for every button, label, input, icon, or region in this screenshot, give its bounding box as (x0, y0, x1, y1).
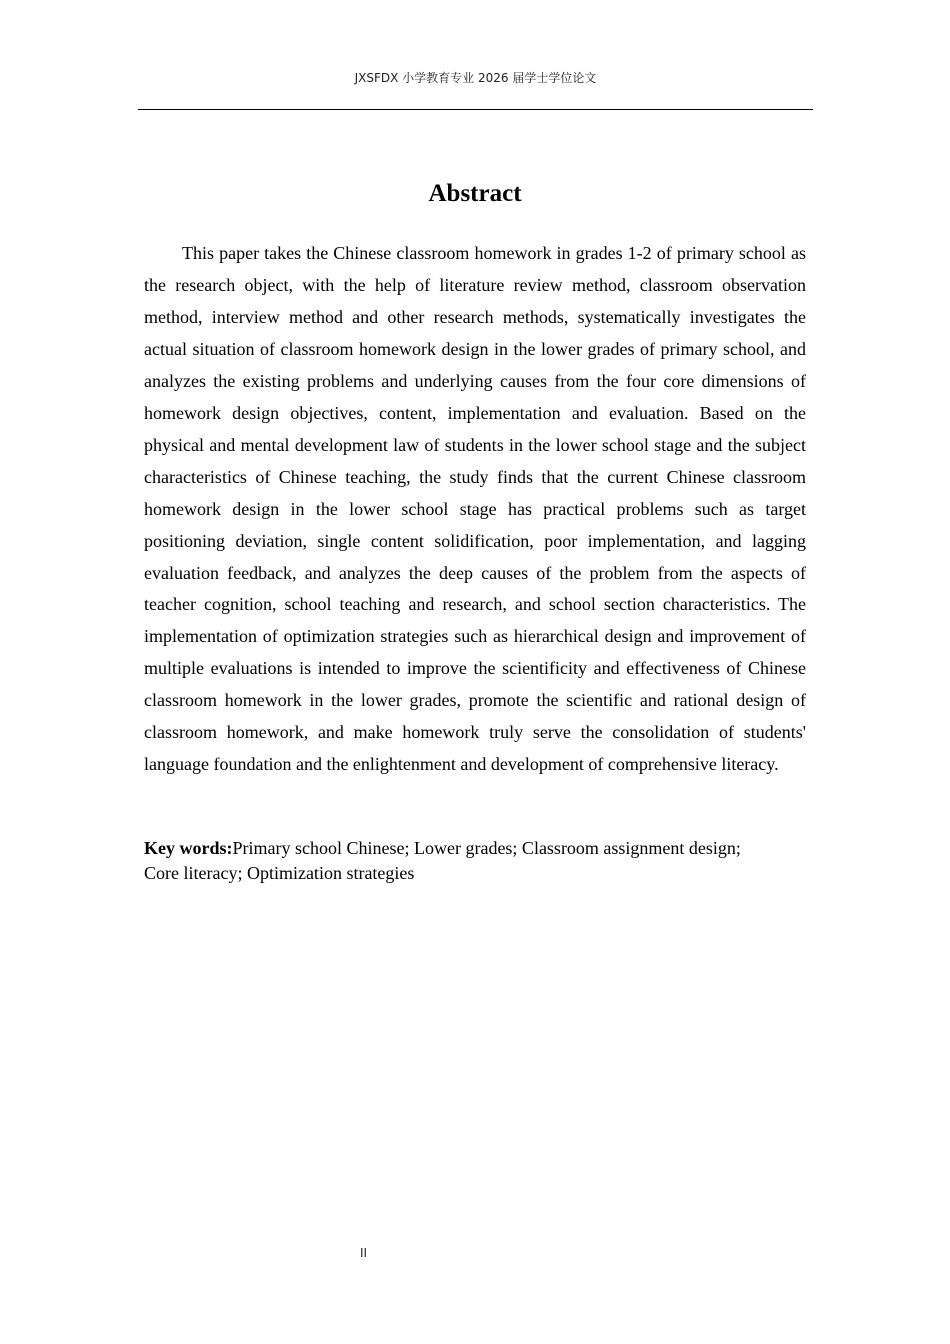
keywords-line-1: Primary school Chinese; Lower grades; Classroom assignment design; (232, 838, 741, 858)
abstract-title: Abstract (428, 180, 522, 207)
abstract-body: This paper takes the Chinese classroom homework in grades 1-2 of primary school as the research object, with the help of literature review method, classroom observation method, interview method and other research methods, systematically investigates the actual situation of classroom homework design in the lower grades of primary school, and analyzes the existing problems and underlying causes from the four core dimensions of homework design objectives, content, implementation and evaluation. Based on the physical and mental development law of students in the lower school stage and the subject characteristics of Chinese teaching, the study finds that the current Chinese classroom homework design in the lower school stage has practical problems such as target positioning deviation, single content solidification, poor implementation, and lagging evaluation feedback, and analyzes the deep causes of the problem from the aspects of teacher cognition, school teaching and research, and school section characteristics. The implementation of optimization strategies such as hierarchical design and improvement of multiple evaluations is intended to improve the scientificity and effectiveness of Chinese classroom homework in the lower grades, promote the scientific and rational design of classroom homework, and make homework truly serve the consolidation of students' language foundation and the enlightenment and development of comprehensive literacy. (144, 243, 806, 775)
running-header: JXSFDX 小学教育专业 2026 届学士学位论文 (354, 71, 597, 85)
header-rule (138, 109, 813, 110)
keywords-line-2: Core literacy; Optimization strategies (144, 863, 415, 883)
keywords-label: Key words: (144, 838, 233, 858)
keywords (144, 836, 806, 886)
page-number: II (360, 1246, 368, 1260)
